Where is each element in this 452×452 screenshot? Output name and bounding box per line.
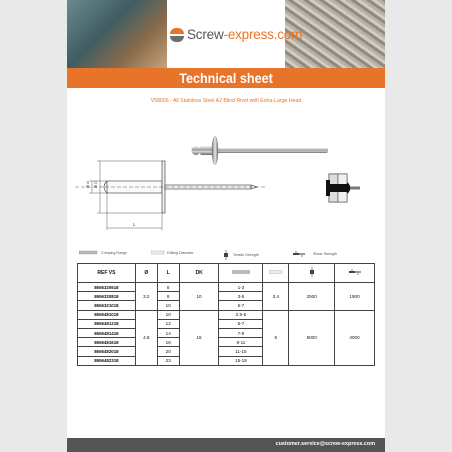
rivet-installed-section — [326, 174, 360, 202]
brand-name — [187, 27, 302, 42]
table-row — [78, 310, 375, 319]
legend-drilling-label: Drilling Diameter — [167, 250, 194, 255]
title-band — [67, 68, 385, 88]
table-row — [78, 283, 375, 292]
cell-drilling: 5 — [263, 310, 289, 365]
section-rivet-bulb — [347, 182, 351, 194]
cell-ref: 8656481418 — [78, 328, 136, 337]
header-photo-workshop — [67, 0, 167, 68]
shear-strength-icon — [349, 268, 361, 276]
legend-strip — [75, 250, 375, 260]
cell-length: 23 — [157, 356, 179, 365]
brand-separator: - — [223, 27, 228, 42]
cell-crimping: 1-3 — [219, 283, 263, 292]
drilling-diameter-icon — [151, 250, 165, 255]
rivet-photo-mandrel-head — [192, 146, 201, 155]
legend-tensile-label: Tensile Strength — [233, 253, 259, 257]
cell-length: 8 — [157, 292, 179, 301]
tensile-strength-icon — [221, 250, 231, 260]
cell-ref: 8656481018 — [78, 310, 136, 319]
legend-crimping — [79, 250, 127, 255]
cell-length: 10 — [157, 301, 179, 310]
legend-shear-label: Shear Strength — [313, 252, 338, 256]
technical-sheet-page — [67, 0, 385, 452]
header-drilling — [263, 264, 289, 283]
cell-crimping: 7-9 — [219, 328, 263, 337]
cell-length: 10 — [157, 310, 179, 319]
header-dk: DK — [179, 264, 219, 283]
cell-ref: 8656321018 — [78, 301, 136, 310]
cell-dk: 16 — [179, 310, 219, 365]
page-title: Technical sheet — [179, 70, 273, 86]
dim-D-label: Ø D — [93, 180, 98, 188]
header-ref: REF VS — [78, 264, 136, 283]
cell-crimping: 11-15 — [219, 347, 263, 356]
crimping-range-icon — [79, 250, 99, 255]
shear-strength-icon — [293, 250, 305, 258]
cell-ref: 8656320818 — [78, 292, 136, 301]
dim-d-label: Ø d — [85, 181, 90, 188]
cell-crimping: 15-18 — [219, 356, 263, 365]
cell-length: 20 — [157, 347, 179, 356]
cell-length: 14 — [157, 328, 179, 337]
rivet-technical-drawing — [67, 130, 385, 240]
cell-dk: 10 — [179, 283, 219, 311]
spec-table — [77, 263, 375, 366]
header-length: L — [157, 264, 179, 283]
rivet-line-drawing — [75, 161, 267, 230]
cell-ref: 8656481618 — [78, 338, 136, 347]
cell-ref: 8656481218 — [78, 319, 136, 328]
footer-bar — [67, 438, 385, 452]
dim-L-label: L — [133, 222, 136, 227]
cell-crimping: 5-7 — [219, 301, 263, 310]
logo-mark-icon — [170, 28, 184, 42]
cell-length: 6 — [157, 283, 179, 292]
table-header-row — [78, 264, 375, 283]
cell-tensile: 2500 — [289, 283, 335, 311]
legend-shear — [293, 250, 337, 258]
footer-email-link[interactable]: customer.service@screw-express.com — [275, 441, 375, 447]
tensile-strength-icon — [307, 267, 317, 277]
header-tensile — [289, 264, 335, 283]
brand-name-right: express.com — [227, 27, 303, 42]
header-diameter: Ø — [135, 264, 157, 283]
cell-ref: 8656482318 — [78, 356, 136, 365]
cell-length: 16 — [157, 338, 179, 347]
cell-shear: 1900 — [335, 283, 375, 311]
section-rivet-head — [326, 180, 330, 196]
cell-tensile: 5000 — [289, 310, 335, 365]
header-crimping — [219, 264, 263, 283]
section-rivet-body — [329, 184, 347, 192]
cell-crimping: 5-7 — [219, 319, 263, 328]
cell-ref: 8656482018 — [78, 347, 136, 356]
cell-diameter: 3.2 — [135, 283, 157, 311]
section-mandrel-stub — [350, 187, 360, 190]
rivet-photo — [192, 137, 329, 165]
legend-crimping-label: Crimping Range — [101, 250, 127, 255]
legend-tensile — [221, 250, 259, 260]
drilling-diameter-icon — [269, 269, 283, 275]
legend-drilling — [151, 250, 194, 255]
brand-name-left: Screw — [187, 27, 224, 42]
cell-diameter: 4.8 — [135, 310, 157, 365]
cell-shear: 4000 — [335, 310, 375, 365]
header-shear — [335, 264, 375, 283]
cell-drilling: 3.4 — [263, 283, 289, 311]
cell-length: 12 — [157, 319, 179, 328]
rivet-photo-flange — [212, 137, 218, 165]
product-subtitle: V58656 - All Stainless Steel A2 Blind Rivet with Extra-Large Head — [150, 98, 302, 104]
cell-crimping: 3-5 — [219, 292, 263, 301]
cell-crimping: 2.5-5 — [219, 310, 263, 319]
brand-logo — [170, 27, 302, 42]
cell-crimping: 9-11 — [219, 338, 263, 347]
crimping-range-icon — [232, 269, 250, 275]
cell-ref: 8656320618 — [78, 283, 136, 292]
